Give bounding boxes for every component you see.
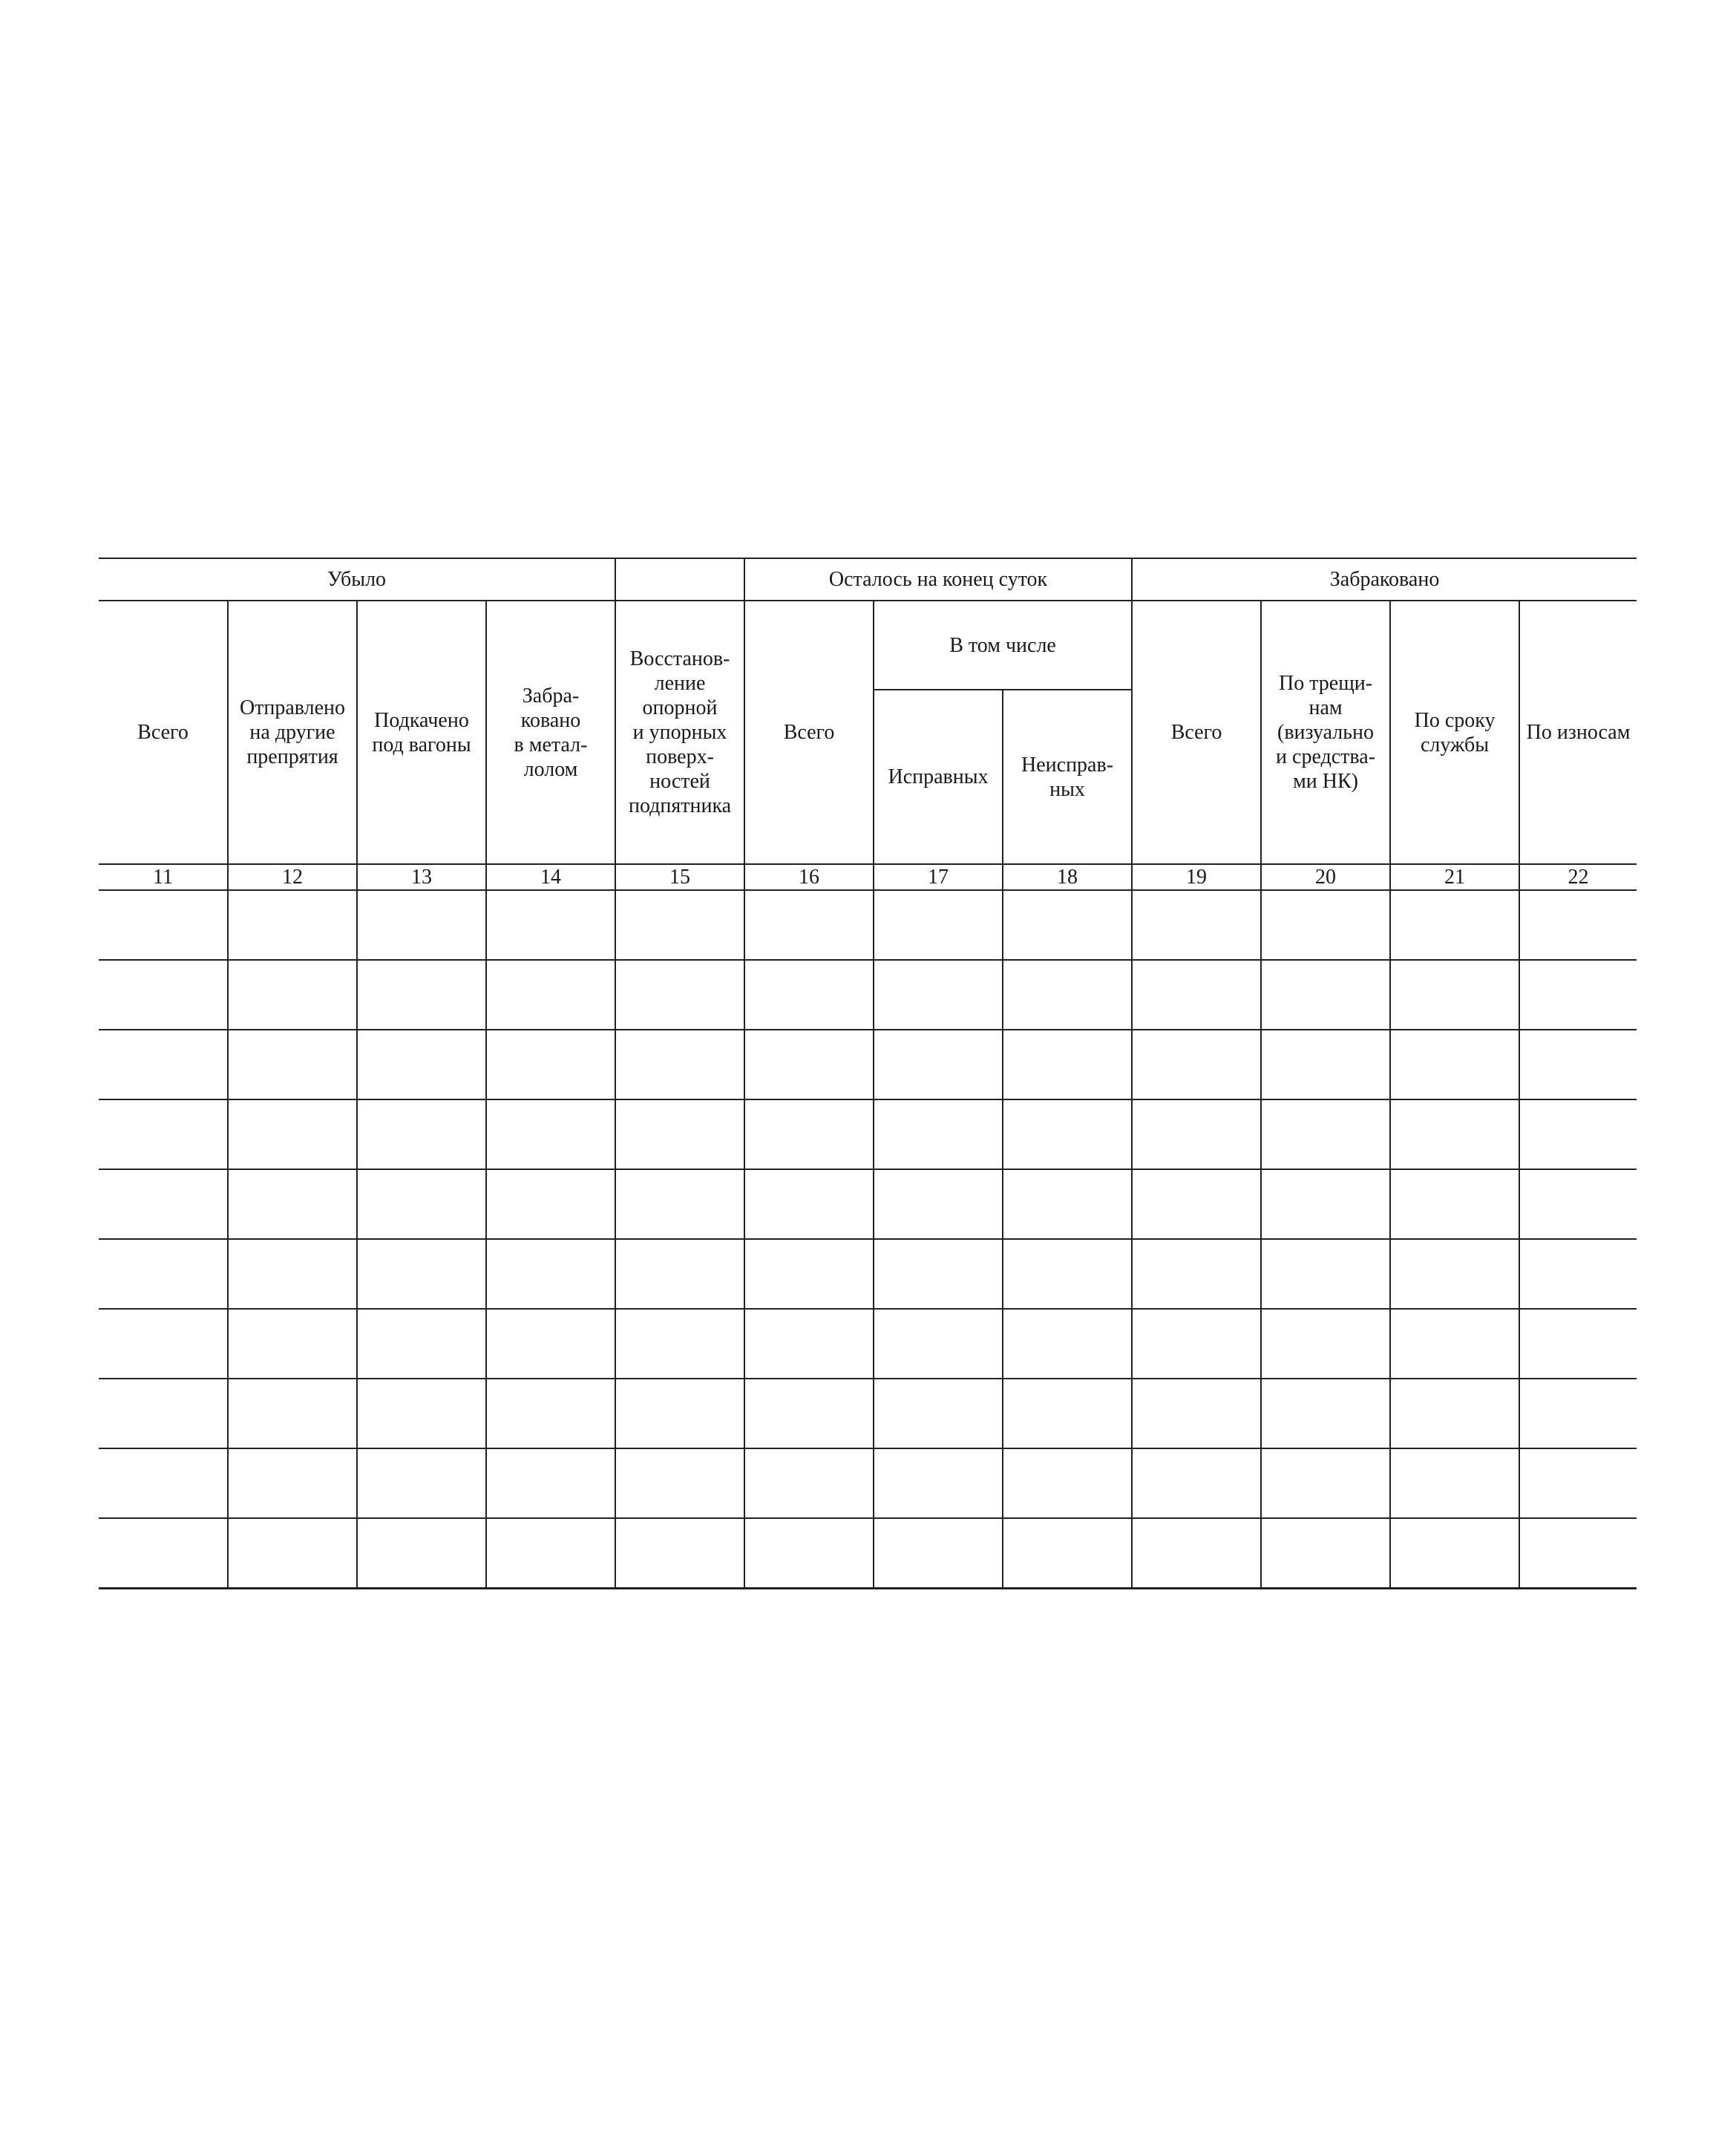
table-cell bbox=[615, 1448, 744, 1518]
table-cell bbox=[357, 1309, 486, 1379]
table-cell bbox=[1003, 1448, 1132, 1518]
column-header-18: Неисправ- ных bbox=[1003, 690, 1132, 864]
blank-rows bbox=[99, 890, 1637, 1589]
table-cell bbox=[1519, 890, 1637, 960]
table-cell bbox=[228, 1169, 357, 1239]
group-header-zabrakovano: Забраковано bbox=[1132, 558, 1637, 601]
column-number: 16 bbox=[744, 864, 874, 890]
table-cell bbox=[99, 1518, 228, 1589]
table-row bbox=[99, 1518, 1637, 1589]
table-cell bbox=[874, 1030, 1003, 1099]
column-number: 20 bbox=[1261, 864, 1390, 890]
table-cell bbox=[228, 1030, 357, 1099]
table-cell bbox=[615, 1239, 744, 1309]
table-cell bbox=[228, 1099, 357, 1169]
column-header-17: Исправных bbox=[874, 690, 1003, 864]
table-cell bbox=[615, 1518, 744, 1589]
table-cell bbox=[1132, 1030, 1261, 1099]
group-header-ostalos: Осталось на конец суток bbox=[744, 558, 1132, 601]
table-cell bbox=[357, 1099, 486, 1169]
table-cell bbox=[357, 1379, 486, 1448]
table-cell bbox=[1390, 890, 1519, 960]
group-header-ubylo: Убыло bbox=[99, 558, 615, 601]
table-cell bbox=[615, 1309, 744, 1379]
table-cell bbox=[1261, 1448, 1390, 1518]
table-cell bbox=[1003, 890, 1132, 960]
table-cell bbox=[1390, 1518, 1519, 1589]
table-cell bbox=[486, 960, 615, 1030]
table-cell bbox=[1132, 1379, 1261, 1448]
table-cell bbox=[486, 1030, 615, 1099]
table-cell bbox=[486, 1099, 615, 1169]
table-cell bbox=[486, 1448, 615, 1518]
table-cell bbox=[744, 1239, 874, 1309]
table-cell bbox=[228, 1448, 357, 1518]
column-number: 14 bbox=[486, 864, 615, 890]
table-cell bbox=[1519, 1169, 1637, 1239]
table-cell bbox=[615, 890, 744, 960]
table-cell bbox=[1132, 1169, 1261, 1239]
table-cell bbox=[228, 890, 357, 960]
table-cell bbox=[357, 1448, 486, 1518]
table-cell bbox=[99, 1099, 228, 1169]
table-cell bbox=[744, 1309, 874, 1379]
table-cell bbox=[1132, 1099, 1261, 1169]
table-cell bbox=[615, 1030, 744, 1099]
table-row bbox=[99, 1379, 1637, 1448]
column-number: 19 bbox=[1132, 864, 1261, 890]
table-cell bbox=[1390, 1448, 1519, 1518]
table-cell bbox=[228, 960, 357, 1030]
column-header-14: Забра- ковано в метал- лолом bbox=[486, 601, 615, 864]
table-cell bbox=[744, 1448, 874, 1518]
table-cell bbox=[744, 960, 874, 1030]
table-cell bbox=[1390, 960, 1519, 1030]
table-cell bbox=[1132, 890, 1261, 960]
table-cell bbox=[1132, 1518, 1261, 1589]
table-cell bbox=[1261, 890, 1390, 960]
column-header-21: По сроку службы bbox=[1390, 601, 1519, 864]
table-cell bbox=[357, 1239, 486, 1309]
table-row bbox=[99, 1169, 1637, 1239]
table-cell bbox=[874, 1518, 1003, 1589]
table-cell bbox=[99, 1309, 228, 1379]
table-cell bbox=[357, 1169, 486, 1239]
table-cell bbox=[1261, 960, 1390, 1030]
table-cell bbox=[1003, 1099, 1132, 1169]
column-header-15: Восстанов- ление опорной и упорных поверх- ностей подпятника bbox=[615, 601, 744, 864]
table-cell bbox=[1003, 1239, 1132, 1309]
table-cell bbox=[1390, 1309, 1519, 1379]
table-cell bbox=[99, 960, 228, 1030]
table-cell bbox=[874, 960, 1003, 1030]
table-cell bbox=[744, 1518, 874, 1589]
column-header-13: Подкачено под вагоны bbox=[357, 601, 486, 864]
table-cell bbox=[486, 1239, 615, 1309]
table-cell bbox=[1003, 1030, 1132, 1099]
table-cell bbox=[1132, 1309, 1261, 1379]
table-cell bbox=[1132, 1239, 1261, 1309]
table-cell bbox=[1261, 1169, 1390, 1239]
table-cell bbox=[744, 1169, 874, 1239]
table-cell bbox=[874, 1379, 1003, 1448]
table-cell bbox=[744, 1030, 874, 1099]
table-cell bbox=[874, 1239, 1003, 1309]
table-cell bbox=[1261, 1518, 1390, 1589]
table-cell bbox=[615, 1379, 744, 1448]
table-cell bbox=[1519, 1030, 1637, 1099]
table-cell bbox=[1261, 1379, 1390, 1448]
column-header-16: Всего bbox=[744, 601, 874, 864]
table-cell bbox=[1261, 1030, 1390, 1099]
table-cell bbox=[874, 890, 1003, 960]
table-cell bbox=[1003, 1309, 1132, 1379]
table-row bbox=[99, 1239, 1637, 1309]
table-cell bbox=[744, 1099, 874, 1169]
table-cell bbox=[744, 1379, 874, 1448]
table-cell bbox=[1390, 1030, 1519, 1099]
table-cell bbox=[1003, 1379, 1132, 1448]
table-cell bbox=[615, 1169, 744, 1239]
column-number: 17 bbox=[874, 864, 1003, 890]
table-cell bbox=[1261, 1239, 1390, 1309]
table-cell bbox=[1519, 1518, 1637, 1589]
table-cell bbox=[486, 1379, 615, 1448]
table-cell bbox=[228, 1239, 357, 1309]
table-cell bbox=[228, 1379, 357, 1448]
table-cell bbox=[1519, 1309, 1637, 1379]
table-cell bbox=[357, 890, 486, 960]
table-cell bbox=[228, 1309, 357, 1379]
table-cell bbox=[486, 1309, 615, 1379]
table-cell bbox=[1132, 1448, 1261, 1518]
table-cell bbox=[1261, 1309, 1390, 1379]
table-cell bbox=[1519, 1379, 1637, 1448]
column-number: 18 bbox=[1003, 864, 1132, 890]
table-cell bbox=[1519, 960, 1637, 1030]
table-cell bbox=[1390, 1239, 1519, 1309]
table-row bbox=[99, 1030, 1637, 1099]
column-header-19: Всего bbox=[1132, 601, 1261, 864]
column-header-20: По трещи- нам (визуально и средства- ми НК) bbox=[1261, 601, 1390, 864]
table-cell bbox=[357, 1518, 486, 1589]
table-cell bbox=[874, 1099, 1003, 1169]
column-number: 22 bbox=[1519, 864, 1637, 890]
table-cell bbox=[1390, 1099, 1519, 1169]
table-cell bbox=[615, 1099, 744, 1169]
table-cell bbox=[486, 1169, 615, 1239]
table-row bbox=[99, 960, 1637, 1030]
column-header-22: По износам bbox=[1519, 601, 1637, 864]
table-cell bbox=[744, 890, 874, 960]
table-cell bbox=[99, 1169, 228, 1239]
table-cell bbox=[1519, 1239, 1637, 1309]
table-cell bbox=[1390, 1169, 1519, 1239]
table-cell bbox=[874, 1169, 1003, 1239]
column-number: 11 bbox=[99, 864, 228, 890]
table-cell bbox=[486, 890, 615, 960]
column-number: 13 bbox=[357, 864, 486, 890]
report-form-table bbox=[99, 558, 1637, 1589]
table-cell bbox=[99, 1239, 228, 1309]
table-row bbox=[99, 1099, 1637, 1169]
table-cell bbox=[99, 890, 228, 960]
table-cell bbox=[99, 1448, 228, 1518]
group-header-empty bbox=[615, 558, 744, 601]
table-cell bbox=[1003, 960, 1132, 1030]
column-number: 12 bbox=[228, 864, 357, 890]
column-header-12: Отправлено на другие препрятия bbox=[228, 601, 357, 864]
table-cell bbox=[1519, 1448, 1637, 1518]
table-row bbox=[99, 890, 1637, 960]
table-cell bbox=[874, 1448, 1003, 1518]
table-row bbox=[99, 1309, 1637, 1379]
table-cell bbox=[1519, 1099, 1637, 1169]
table-cell bbox=[357, 1030, 486, 1099]
table-cell bbox=[486, 1518, 615, 1589]
table-cell bbox=[1003, 1169, 1132, 1239]
table-cell bbox=[1132, 960, 1261, 1030]
table-cell bbox=[99, 1379, 228, 1448]
table-cell bbox=[357, 960, 486, 1030]
table-cell bbox=[615, 960, 744, 1030]
column-number: 15 bbox=[615, 864, 744, 890]
table-cell bbox=[1390, 1379, 1519, 1448]
table-cell bbox=[874, 1309, 1003, 1379]
column-number: 21 bbox=[1390, 864, 1519, 890]
table-cell bbox=[1003, 1518, 1132, 1589]
table-cell bbox=[99, 1030, 228, 1099]
column-group-header-17-18: В том числе bbox=[874, 601, 1132, 690]
table-cell bbox=[1261, 1099, 1390, 1169]
column-header-11: Всего bbox=[99, 601, 228, 864]
table-cell bbox=[228, 1518, 357, 1589]
table-row bbox=[99, 1448, 1637, 1518]
